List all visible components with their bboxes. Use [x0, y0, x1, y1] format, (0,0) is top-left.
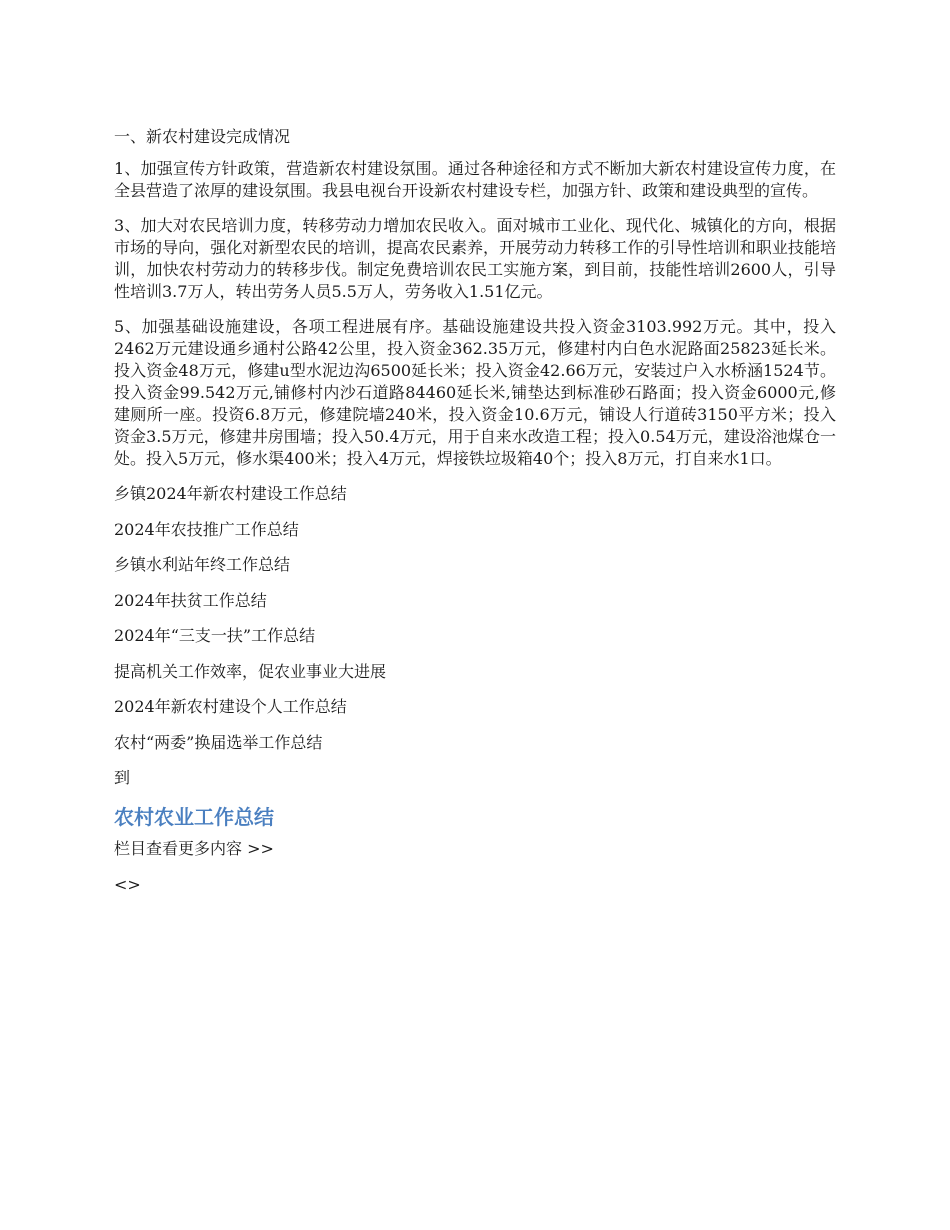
section-heading: 一、新农村建设完成情况: [114, 127, 291, 146]
paragraph-training: 3、加大对农民培训力度，转移劳动力增加农民收入。面对城市工业化、现代化、城镇化的方向，根据市场的导向，强化对新型农民的培训，提高农民素养，开展劳动力转移工作的引导性培训和职业技能培训，加快农村劳动力的转移步伐。制定免费培训农民工实施方案，到目前，技能性培训2600人，引导性培训3.7万人，转出劳务人员5.5万人，劳务收入1.51亿元。: [114, 216, 836, 301]
related-link-text: 到: [114, 768, 131, 787]
related-link[interactable]: 乡镇2024年新农村建设工作总结: [114, 484, 347, 503]
prev-next-nav[interactable]: <>: [114, 874, 141, 894]
category-title-link[interactable]: 农村农业工作总结: [114, 804, 274, 829]
related-link[interactable]: 2024年“三支一扶”工作总结: [114, 626, 316, 645]
paragraph-publicity: 1、加强宣传方针政策，营造新农村建设氛围。通过各种途径和方式不断加大新农村建设宣传力度，在全县营造了浓厚的建设氛围。我县电视台开设新农村建设专栏，加强方针、政策和建设典型的宣传。: [114, 159, 836, 200]
related-link[interactable]: 2024年扶贫工作总结: [114, 590, 267, 610]
related-link[interactable]: 乡镇水利站年终工作总结: [114, 555, 291, 574]
related-link[interactable]: 农村“两委”换届选举工作总结: [114, 732, 323, 752]
related-links-list: [114, 483, 836, 789]
view-more-link[interactable]: 栏目查看更多内容 >>: [114, 838, 274, 858]
related-link[interactable]: 提高机关工作效率，促农业事业大进展: [114, 661, 387, 681]
related-link[interactable]: 2024年农技推广工作总结: [114, 519, 299, 539]
document-page: [114, 124, 836, 896]
paragraph-infrastructure: 5、加强基础设施建设，各项工程进展有序。基础设施建设共投入资金3103.992万元。其中，投入2462万元建设通乡通村公路42公里，投入资金362.35万元，修建村内白色水泥路面25823延长米。投入资金48万元，修建u型水泥边沟6500延长米；投入资金42.66万元，安装过户入水桥涵1524节。投入资金99.542万元,铺修村内沙石道路84460延长米,铺垫达到标准砂石路面；投入资金6000元,修建厕所一座。投资6.8万元，修建院墙240米，投入资金10.6万元，铺设人行道砖3150平方米；投入资金3.5万元，修建井房围墙；投入50.4万元，用于自来水改造工程；投入0.54万元，建设浴池煤仓一处。投入5万元，修水渠400米；投入4万元，焊接铁垃圾箱40个；投入8万元，打自来水1口。: [114, 317, 836, 468]
related-link[interactable]: 2024年新农村建设个人工作总结: [114, 697, 347, 716]
